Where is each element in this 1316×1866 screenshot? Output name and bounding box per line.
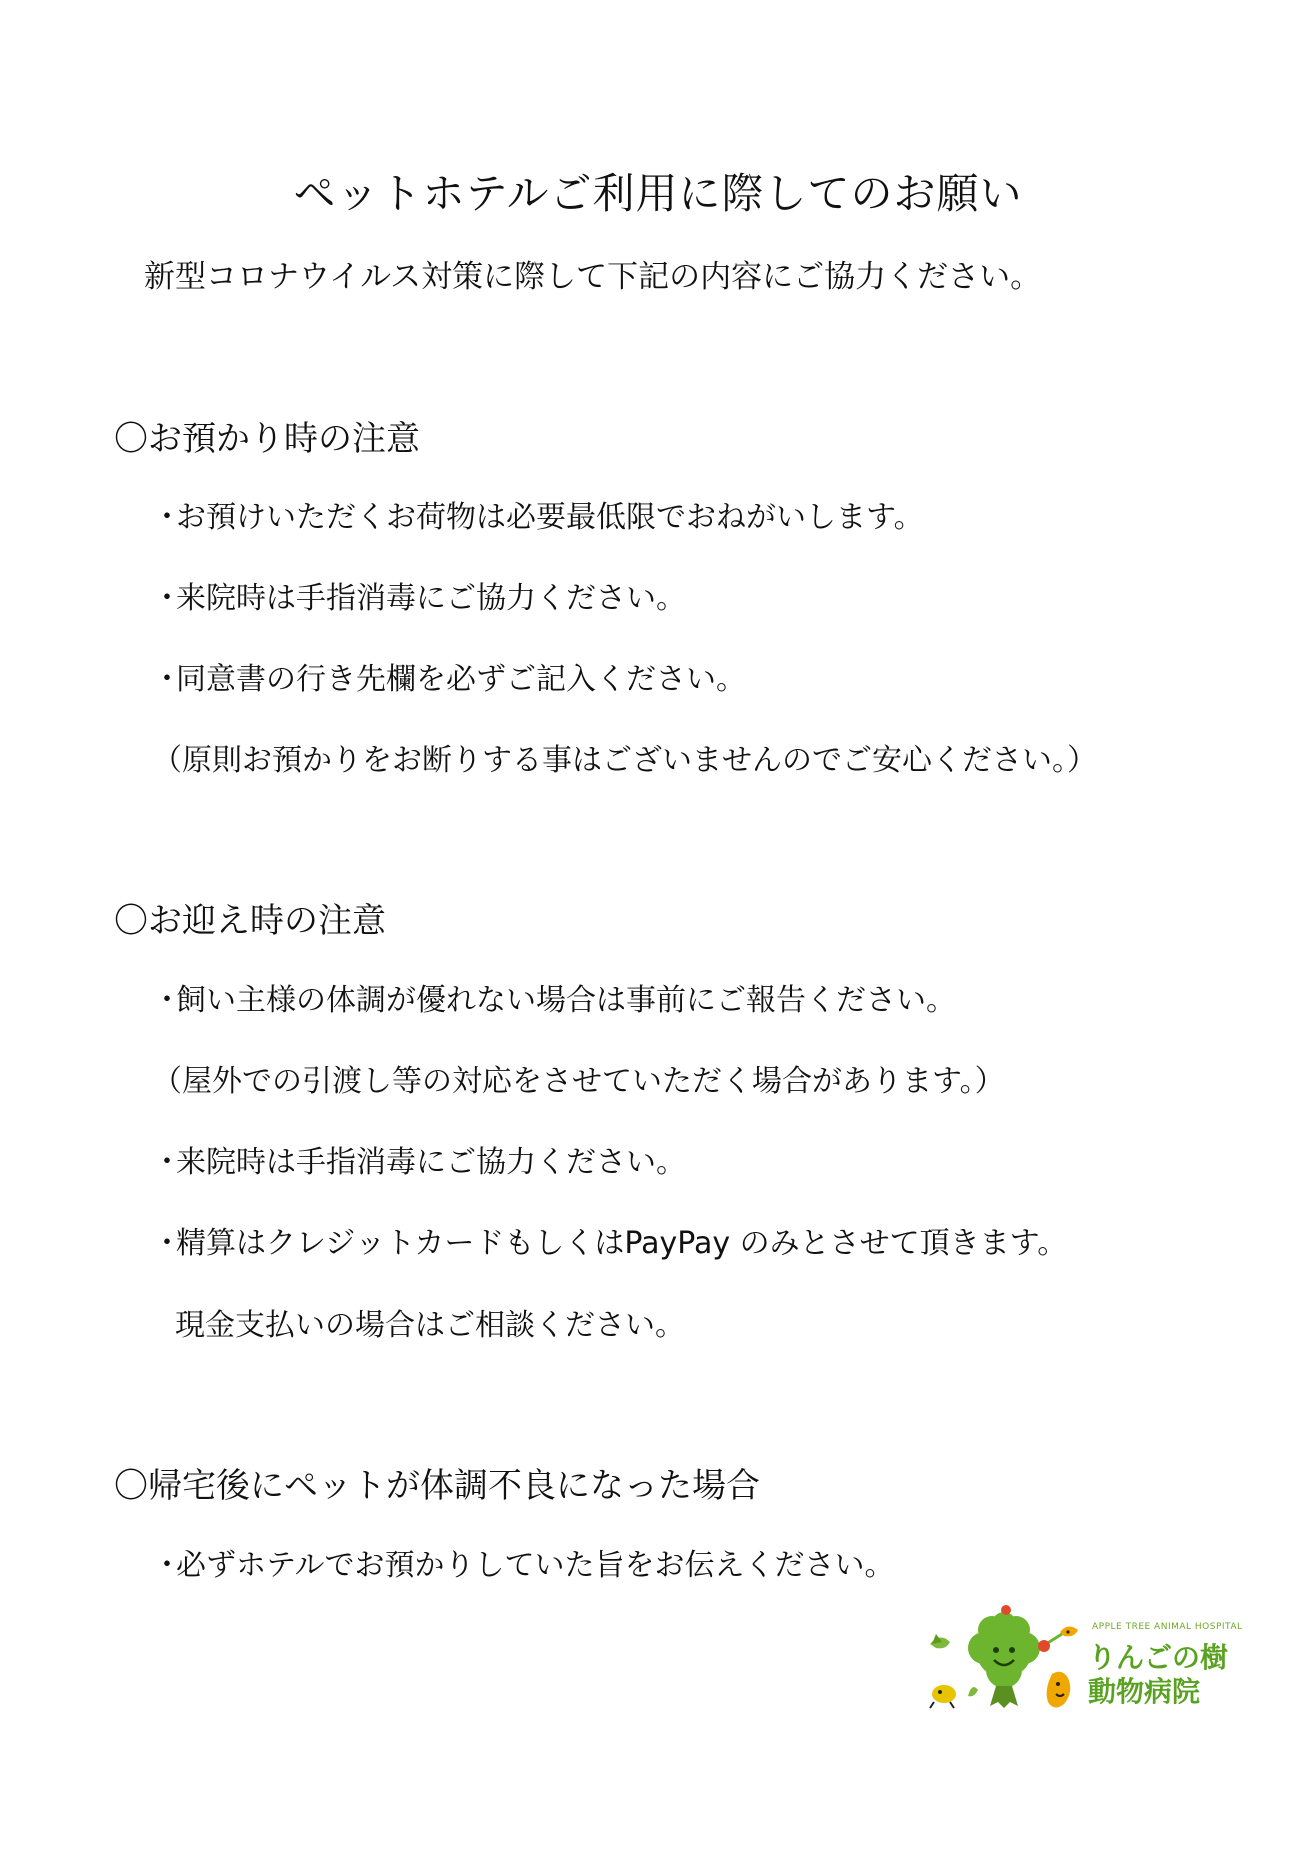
section-heading-after-return: 〇帰宅後にペットが体調不良になった場合	[114, 1466, 760, 1506]
apple-tree-icon	[926, 1604, 1086, 1714]
list-item	[152, 578, 686, 620]
bullet-icon: ・	[152, 1226, 182, 1261]
list-item	[152, 980, 956, 1022]
bullet-icon: ・	[152, 662, 182, 697]
section-heading-pickup: 〇お迎え時の注意	[114, 901, 386, 941]
bullet-icon: ・	[152, 1548, 182, 1583]
list-item-text: 飼い主様の体調が優れない場合は事前にご報告ください。	[176, 983, 956, 1018]
page-subtitle: 新型コロナウイルス対策に際して下記の内容にご協力ください。	[144, 259, 1042, 295]
bullet-icon: ・	[152, 581, 182, 616]
logo-name-line1: りんごの樹	[1088, 1641, 1229, 1674]
logo-english-text: APPLE TREE ANIMAL HOSPITAL	[1092, 1622, 1243, 1632]
bullet-icon: ・	[152, 983, 182, 1018]
hospital-logo	[926, 1604, 1243, 1714]
list-item-text: お預けいただくお荷物は必要最低限でおねがいします。	[176, 500, 924, 535]
logo-name-line2: 動物病院	[1088, 1675, 1201, 1708]
list-item-text: 精算はクレジットカードもしくはPayPay のみとさせて頂きます。	[176, 1226, 1068, 1261]
list-item	[152, 1142, 686, 1184]
list-item	[152, 659, 746, 701]
page-title: ペットホテルご利用に際してのお願い	[293, 169, 1023, 218]
list-item-text: 必ずホテルでお預かりしていた旨をお伝えください。	[176, 1548, 895, 1583]
bullet-icon: ・	[152, 500, 182, 535]
bullet-icon: ・	[152, 1145, 182, 1180]
note-line: （屋外での引渡し等の対応をさせていただく場合があります。）	[152, 1064, 1005, 1099]
list-item-text: 来院時は手指消毒にご協力ください。	[176, 581, 686, 616]
list-item-text: 同意書の行き先欄を必ずご記入ください。	[176, 662, 746, 697]
list-item	[152, 1545, 895, 1587]
note-line: （原則お預かりをお断りする事はございませんのでご安心ください。）	[152, 743, 1097, 778]
list-item	[152, 497, 924, 539]
list-item-text: 来院時は手指消毒にご協力ください。	[176, 1145, 686, 1180]
section-heading-dropoff: 〇お預かり時の注意	[114, 419, 420, 459]
list-item	[152, 1223, 1067, 1265]
continuation-line: 現金支払いの場合はご相談ください。	[175, 1308, 685, 1343]
